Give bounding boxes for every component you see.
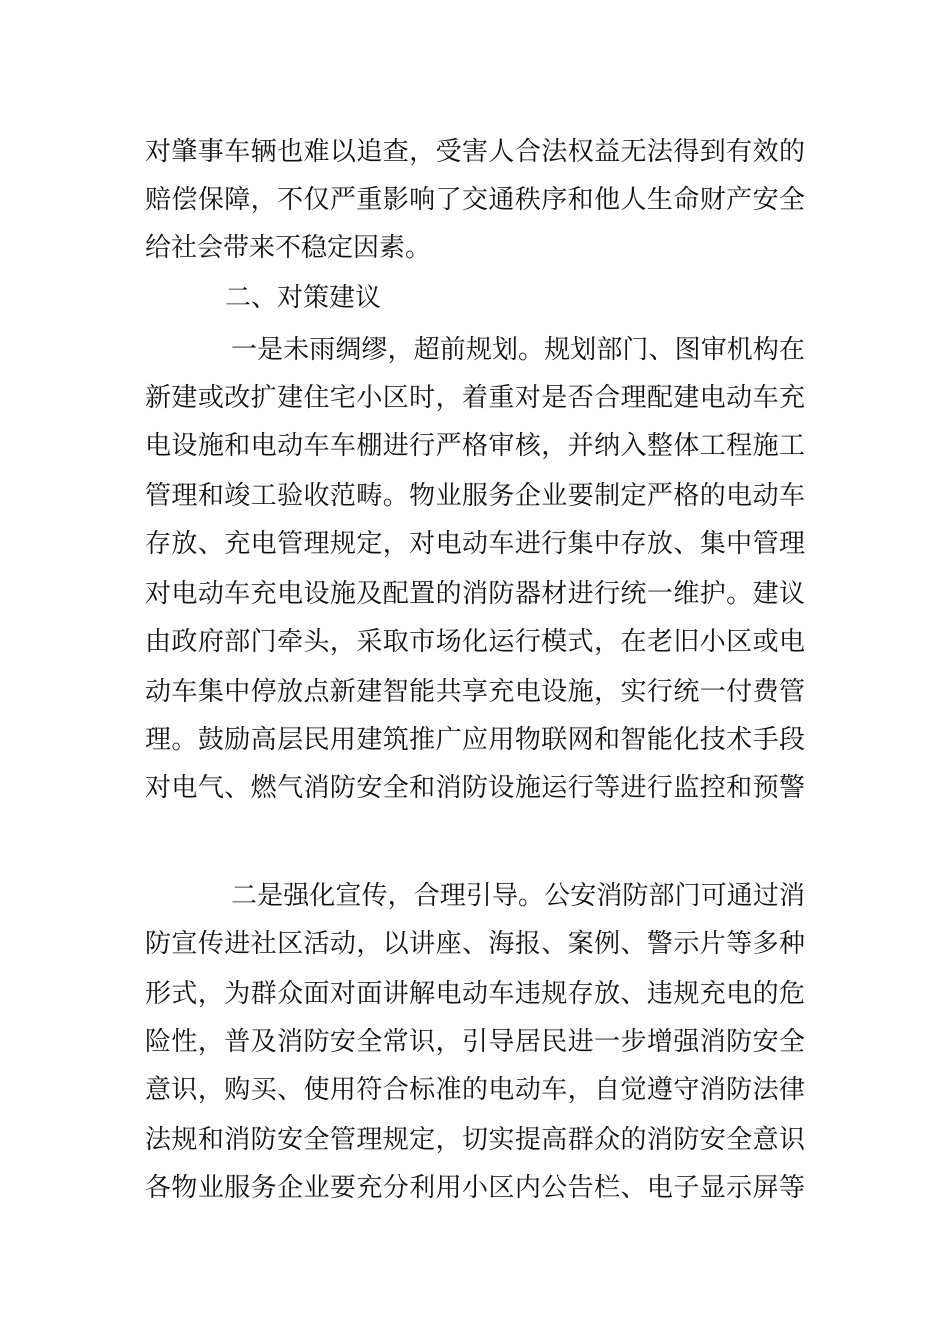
- paragraph-3-line-5: 意识，购买、使用符合标准的电动车，自觉遵守消防法律: [145, 1075, 805, 1105]
- paragraph-3-line-7: 各物业服务企业要充分利用小区内公告栏、电子显示屏等: [145, 1173, 805, 1203]
- paragraph-2-line-5: 存放、充电管理规定，对电动车进行集中存放、集中管理: [145, 529, 805, 559]
- section-heading: 二、对策建议: [225, 283, 382, 313]
- paragraph-2-line-9: 理。鼓励高层民用建筑推广应用物联网和智能化技术手段: [145, 725, 805, 755]
- paragraph-1-line-3: 给社会带来不稳定因素。: [145, 233, 432, 263]
- paragraph-3-line-3: 形式，为群众面对面讲解电动车违规存放、违规充电的危: [145, 979, 805, 1009]
- paragraph-1-line-2: 赔偿保障，不仅严重影响了交通秩序和他人生命财产安全: [145, 185, 805, 215]
- paragraph-2-line-4: 管理和竣工验收范畴。物业服务企业要制定严格的电动车: [145, 481, 805, 511]
- paragraph-3-line-4: 险性，普及消防安全常识，引导居民进一步增强消防安全: [145, 1027, 805, 1057]
- paragraph-2-line-1: 一是未雨绸缪，超前规划。规划部门、图审机构在: [231, 335, 805, 365]
- paragraph-3-line-6: 法规和消防安全管理规定，切实提高群众的消防安全意识: [145, 1125, 805, 1155]
- paragraph-3-line-2: 防宣传进社区活动，以讲座、海报、案例、警示片等多种: [145, 929, 805, 959]
- paragraph-2-line-7: 由政府部门牵头，采取市场化运行模式，在老旧小区或电: [145, 627, 805, 657]
- paragraph-2-line-3: 电设施和电动车车棚进行严格审核，并纳入整体工程施工: [145, 431, 805, 461]
- paragraph-2-line-8: 动车集中停放点新建智能共享充电设施，实行统一付费管: [145, 677, 805, 707]
- paragraph-2-line-10: 对电气、燃气消防安全和消防设施运行等进行监控和预警: [145, 773, 805, 803]
- paragraph-2-line-6: 对电动车充电设施及配置的消防器材进行统一维护。建议: [145, 579, 805, 609]
- paragraph-1-line-1: 对肇事车辆也难以追查，受害人合法权益无法得到有效的: [145, 137, 805, 167]
- paragraph-3-line-1: 二是强化宣传，合理引导。公安消防部门可通过消: [231, 881, 805, 911]
- paragraph-2-line-2: 新建或改扩建住宅小区时，着重对是否合理配建电动车充: [145, 383, 805, 413]
